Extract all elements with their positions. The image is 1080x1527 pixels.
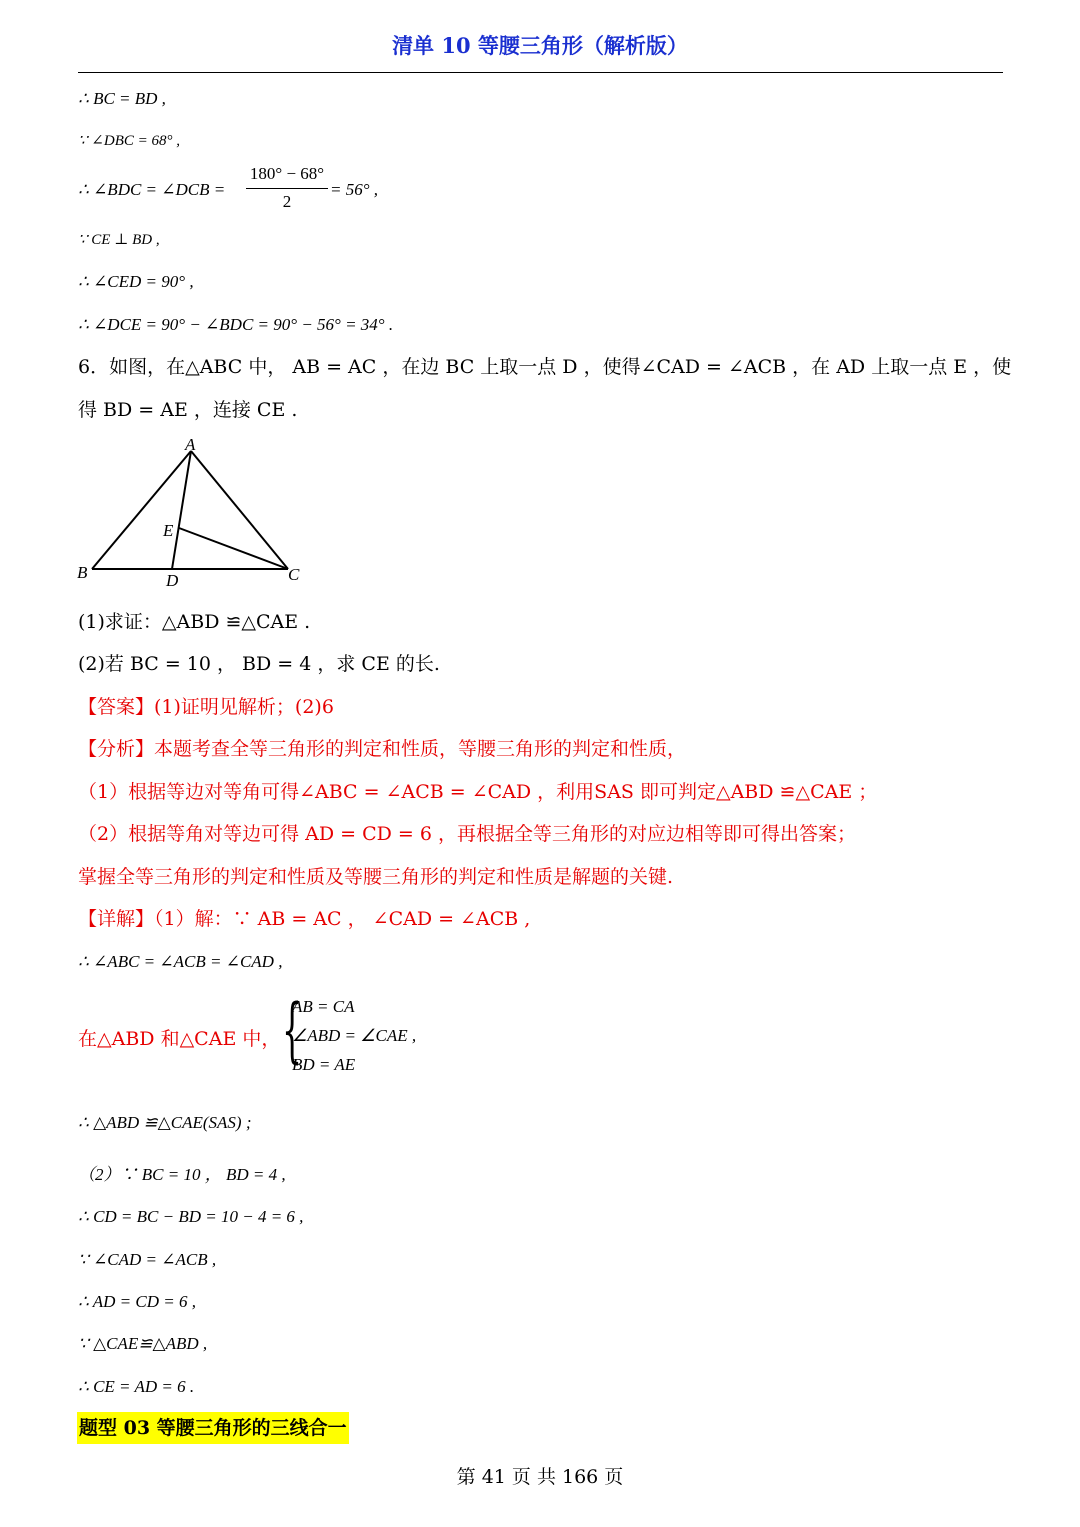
- step-line: ∵ △CAE≌△ABD ,: [78, 1334, 208, 1353]
- step-line: ∵ ∠DBC = 68° ,: [78, 133, 180, 149]
- label-a: A: [185, 436, 196, 454]
- page-footer: 第 41 页 共 166 页: [456, 1466, 624, 1488]
- question-text: 6．如图，在△ABC 中， AB = AC ，在边 BC 上取一点 D ，使得∠CAD = ∠ACB ，在 AD 上取一点 E ，使: [78, 356, 1012, 378]
- system-line: BD = AE: [292, 1055, 356, 1074]
- analysis-line: 【分析】本题考查全等三角形的判定和性质，等腰三角形的判定和性质，: [78, 738, 687, 760]
- step-line: ∵ CE ⊥ BD ,: [78, 232, 160, 248]
- fraction-denominator: 2: [282, 192, 292, 211]
- step-line: ∴ ∠CED = 90° ,: [78, 272, 194, 291]
- step-line: ∴ ∠BDC = ∠DCB =: [78, 180, 226, 199]
- header-rule: [78, 72, 1003, 73]
- label-d: D: [166, 571, 179, 590]
- analysis-line: 掌握全等三角形的判定和性质及等腰三角形的判定和性质是解题的关键.: [78, 866, 674, 888]
- fraction-numerator: 180° − 68°: [249, 164, 325, 183]
- step-line: ∴ CE = AD = 6 .: [78, 1377, 195, 1396]
- section-heading: 题型 03 等腰三角形的三线合一: [77, 1412, 349, 1444]
- analysis-line: （1）根据等边对等角可得∠ABC = ∠ACB = ∠CAD ，利用SAS 即可判定△ABD ≌△CAE ；: [78, 781, 878, 803]
- system-brace: {: [282, 989, 303, 1071]
- fraction-bar: [246, 188, 328, 189]
- label-c: C: [288, 565, 300, 584]
- step-line: ∴ CD = BC − BD = 10 − 4 = 6 ,: [78, 1207, 304, 1226]
- step-line: ∴ △ABD ≌△CAE(SAS) ;: [78, 1113, 252, 1132]
- detail-line: 【详解】（1）解：∵ AB = AC ， ∠CAD = ∠ACB ,: [78, 908, 531, 930]
- system-line: AB = CA: [292, 997, 355, 1016]
- step-line: ∴ ∠ABC = ∠ACB = ∠CAD ,: [78, 952, 283, 971]
- segment-ab: [92, 451, 191, 569]
- label-e: E: [163, 521, 174, 540]
- step-line: ∵ ∠CAD = ∠ACB ,: [78, 1250, 217, 1269]
- step-line: （2）∵ BC = 10 ， BD = 4 ,: [78, 1165, 286, 1184]
- triangle-figure: [70, 436, 340, 596]
- step-line: = 56° ,: [330, 180, 379, 199]
- step-line: ∴ BC = BD ,: [78, 89, 166, 108]
- system-line: ∠ABD = ∠CAE ,: [292, 1026, 417, 1045]
- answer-line: 【答案】(1)证明见解析；(2)6: [78, 696, 334, 718]
- detail-line: 在△ABD 和△CAE 中，: [78, 1028, 281, 1050]
- page-header-title: 清单 10 等腰三角形（解析版）: [392, 33, 688, 58]
- step-line: ∴ AD = CD = 6 ,: [78, 1292, 196, 1311]
- analysis-line: （2）根据等角对等边可得 AD = CD = 6 ，再根据全等三角形的对应边相等即可得出答案；: [78, 823, 856, 845]
- label-b: B: [77, 563, 88, 582]
- question-part: (2)若 BC = 10 ， BD = 4 ，求 CE 的长.: [78, 653, 440, 675]
- question-part: (1)求证：△ABD ≌△CAE .: [78, 611, 311, 633]
- question-text: 得 BD = AE ，连接 CE .: [78, 399, 298, 421]
- step-line: ∴ ∠DCE = 90° − ∠BDC = 90° − 56° = 34° .: [78, 315, 394, 334]
